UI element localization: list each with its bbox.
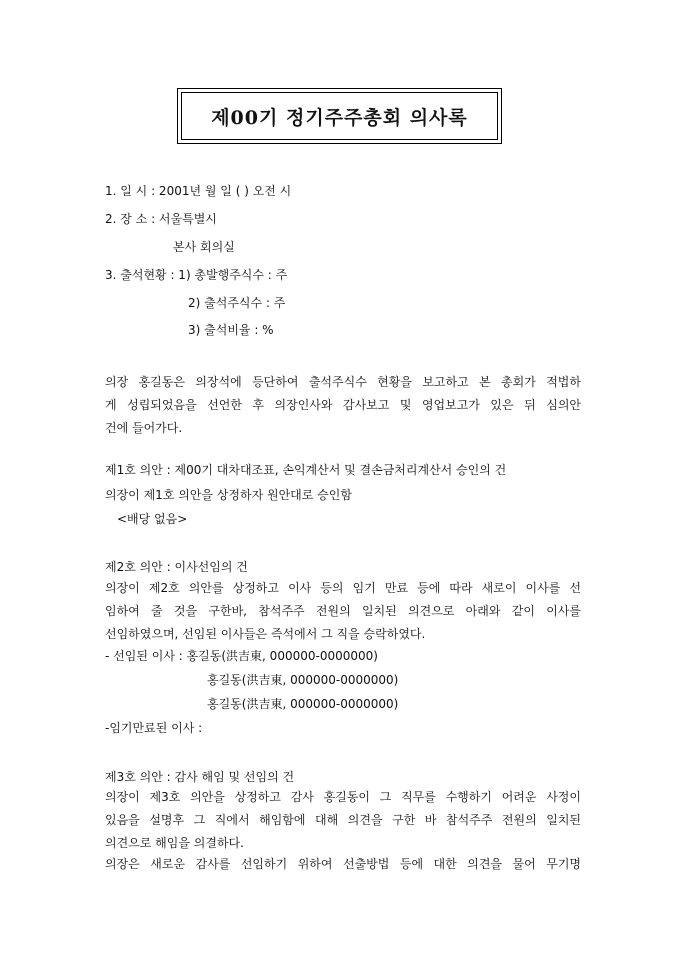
agenda2-line: 의장이 제2호 의안를 상정하고 이사 등의 임기 만료 등에 따라 새로이 이사를 선	[105, 581, 581, 595]
agenda1-note: <배당 없음>	[117, 512, 188, 526]
title-box	[177, 88, 502, 144]
agenda3-paragraph-2	[105, 853, 581, 876]
agenda3-heading: 제3호 의안 : 감사 해임 및 선임의 건	[105, 770, 295, 784]
place-line: 2. 장 소 : 서울특별시	[105, 212, 217, 226]
agenda3-line: 의견으로 해임을 의결하다.	[105, 836, 244, 850]
expired-director: -임기만료된 이사 :	[105, 721, 203, 735]
agenda2-line: 선임하였으며, 선임된 이사들은 즉석에서 그 직을 승락하였다.	[105, 627, 426, 641]
place-line-2: 본사 회의실	[173, 240, 235, 254]
opening-line: 의장 홍길동은 의장석에 등단하여 출석주식수 현황을 보고하고 본 총회가 적법하	[105, 375, 581, 389]
agenda2-line: 임하여 줄 것을 구한바, 참석주주 전원의 일치된 의견으로 아래와 같이 이사를	[105, 604, 581, 618]
agenda2-heading: 제2호 의안 : 이사선임의 건	[105, 560, 248, 574]
agenda3-line: 의장이 제3호 의안을 상정하고 감사 홍길동이 그 직무를 수행하기 어려운 사정이	[105, 790, 581, 804]
agenda1-body: 의장이 제1호 의안을 상정하자 원안대로 승인함	[105, 488, 352, 502]
opening-line: 건에 들어가다.	[105, 421, 183, 435]
agenda3-paragraph	[105, 786, 581, 855]
agenda2-paragraph	[105, 577, 581, 646]
attendance-total: 3. 출석현황 : 1) 총발행주식수 : 주	[105, 268, 288, 282]
opening-paragraph	[105, 371, 581, 440]
date-line: 1. 일 시 : 2001년 월 일 ( ) 오전 시	[105, 184, 292, 198]
elected-director-1: - 선임된 이사 : 홍길동(洪吉東, 000000-0000000)	[105, 649, 378, 663]
document-title: 제00기 정기주주총회 의사록	[181, 92, 498, 140]
attendance-present: 2) 출석주식수 : 주	[188, 296, 286, 310]
agenda3-line: 있음을 설명후 그 직에서 해임함에 대해 의견을 구한 바 참석주주 전원의 일치된	[105, 813, 581, 827]
attendance-ratio: 3) 출석비율 : %	[188, 323, 274, 337]
elected-director-3: 홍길동(洪吉東, 000000-0000000)	[207, 697, 399, 711]
agenda1-heading: 제1호 의안 : 제00기 대차대조표, 손익계산서 및 결손금처리계산서 승인의 건	[105, 463, 507, 477]
elected-director-2: 홍길동(洪吉東, 000000-0000000)	[207, 673, 399, 687]
agenda3-line: 의장은 새로운 감사를 선임하기 위하여 선출방법 등에 대한 의견을 물어 무기명	[105, 857, 581, 871]
opening-line: 게 성립되었음을 선언한 후 의장인사와 감사보고 및 영업보고가 있은 뒤 심의안	[105, 398, 581, 412]
